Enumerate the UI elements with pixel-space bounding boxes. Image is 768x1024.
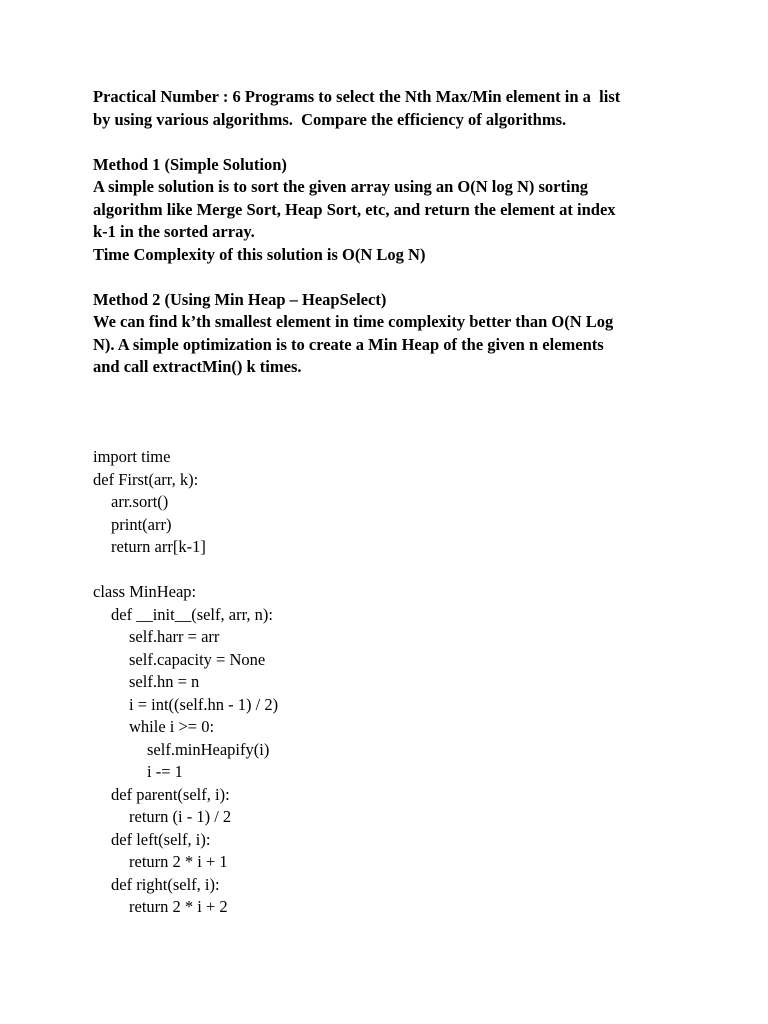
code-line: print(arr) — [111, 514, 172, 534]
code-line: self.minHeapify(i) — [147, 739, 270, 759]
document-page — [93, 86, 733, 919]
method-1-text-line: A simple solution is to sort the given array using an O(N log N) sorting — [93, 177, 589, 196]
code-line: return (i - 1) / 2 — [129, 807, 232, 826]
code-line-blank — [93, 559, 733, 582]
code-line: return arr[k-1] — [111, 537, 206, 556]
method-2-text-line: We can find k’th smallest element in time complexity better than O(N Log — [93, 312, 614, 331]
code-line: def right(self, i): — [111, 874, 220, 894]
method-2-text-line: and call extractMin() k times. — [93, 357, 302, 376]
code-line: while i >= 0: — [129, 717, 215, 736]
code-line: i -= 1 — [147, 762, 183, 781]
code-line: self.hn = n — [129, 672, 200, 691]
method-1-heading: Method 1 (Simple Solution) — [93, 154, 287, 174]
method-2-section — [93, 289, 733, 379]
code-line: self.harr = arr — [129, 627, 220, 646]
code-line: self.capacity = None — [129, 649, 266, 669]
code-line: def parent(self, i): — [111, 784, 230, 804]
title-line-2: by using various algorithms. Compare the efficiency of algorithms. — [93, 109, 567, 129]
title-line-1: Practical Number : 6 Programs to select the Nth Max/Min element in a list — [93, 87, 621, 106]
code-line: def left(self, i): — [111, 829, 211, 849]
method-2-heading: Method 2 (Using Min Heap – HeapSelect) — [93, 289, 387, 309]
spacer — [93, 379, 733, 447]
method-1-section — [93, 154, 733, 267]
code-line: import time — [93, 447, 171, 466]
code-line: return 2 * i + 2 — [129, 897, 228, 916]
spacer — [93, 266, 733, 289]
code-line: return 2 * i + 1 — [129, 852, 228, 871]
method-1-complexity: Time Complexity of this solution is O(N Log N) — [93, 244, 426, 264]
code-line: arr.sort() — [111, 492, 169, 511]
method-1-text-line: k-1 in the sorted array. — [93, 222, 255, 241]
method-1-text-line: algorithm like Merge Sort, Heap Sort, etc, and return the element at index — [93, 199, 616, 219]
code-listing — [93, 446, 733, 919]
method-2-text-line: N). A simple optimization is to create a Min Heap of the given n elements — [93, 334, 604, 354]
code-line: i = int((self.hn - 1) / 2) — [129, 694, 279, 714]
code-line: def First(arr, k): — [93, 469, 199, 489]
spacer — [93, 131, 733, 154]
code-line: def __init__(self, arr, n): — [111, 604, 273, 624]
practical-title — [93, 86, 733, 131]
code-line: class MinHeap: — [93, 582, 197, 601]
